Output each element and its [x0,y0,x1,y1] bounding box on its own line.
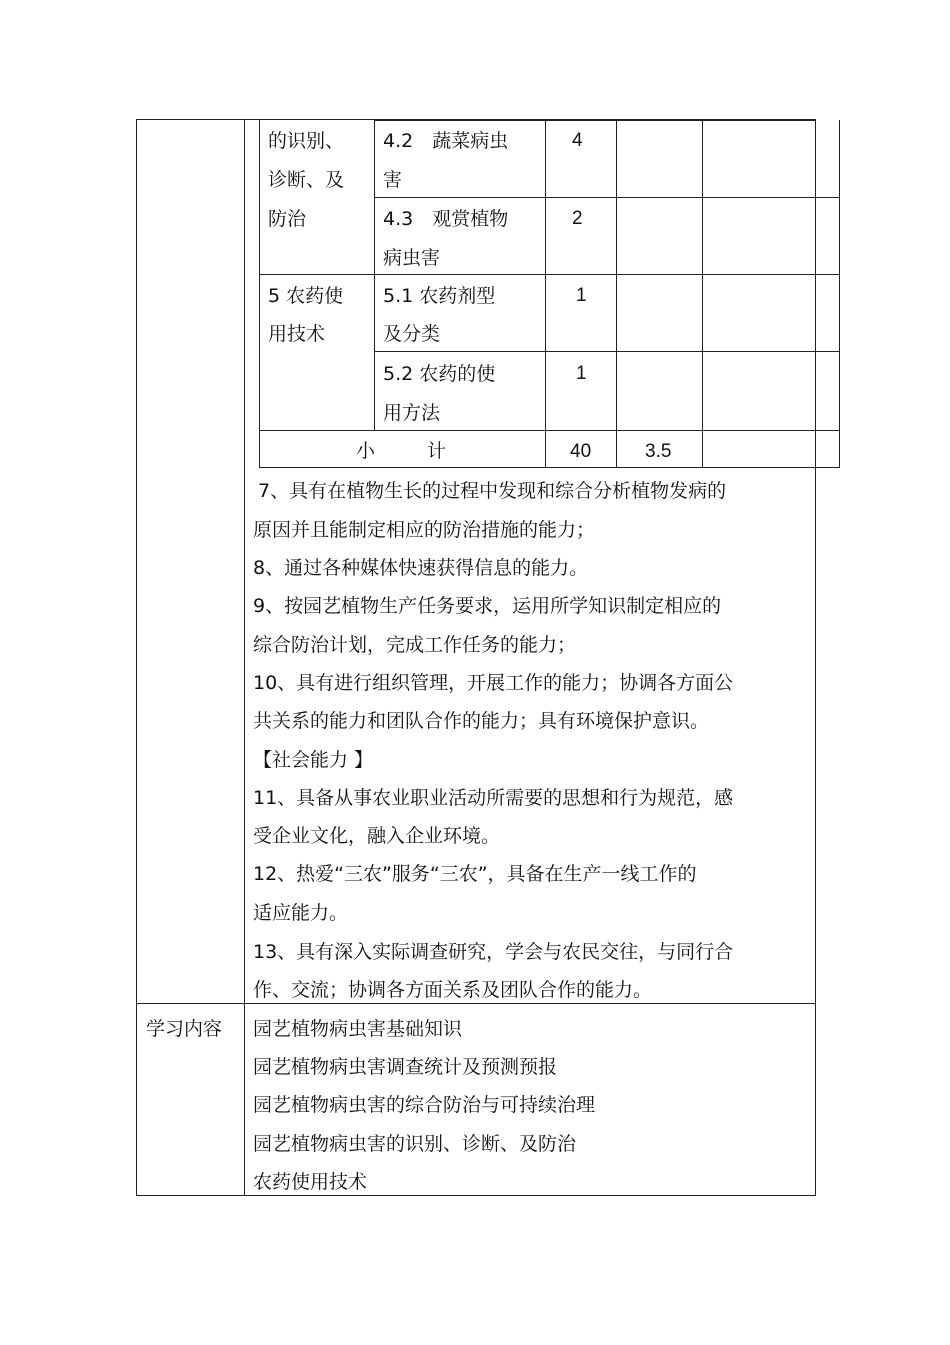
ability-line: 适应能力。 [253,902,349,924]
item-line: 用方法 [383,402,441,424]
outer-right-border [815,119,816,1196]
ability-line: 共关系的能力和团队合作的能力；具有环境保护意识。 [253,710,710,732]
learning-section-divider [136,1003,816,1004]
learning-item: 园艺植物病虫害调查统计及预测预报 [253,1056,558,1078]
hours-cell: 1 [576,363,587,384]
ability-line: 作、交流；协调各方面关系及团队合作的能力。 [253,979,653,1001]
topic-line: 防治 [268,208,307,230]
item-line: 5.2 农药的使 [383,363,496,385]
ability-line: 受企业文化，融入企业环境。 [253,825,501,847]
subtotal-label-a: 小 [356,440,376,462]
item-line: 病虫害 [383,247,441,269]
learning-item: 农药使用技术 [253,1171,368,1193]
ability-line: 11、具备从事农业职业活动所需要的思想和行为规范，感 [253,787,734,809]
ability-line: 9、按园艺植物生产任务要求，运用所学知识制定相应的 [253,595,722,617]
inner-row-1 [374,197,840,198]
ability-line: 综合防治计划，完成工作任务的能力； [253,634,577,656]
learning-item: 园艺植物病虫害基础知识 [253,1018,463,1040]
ability-line: 8、通过各种媒体快速获得信息的能力。 [253,557,589,579]
label-column-divider [244,119,245,1196]
outer-left-border [136,119,137,1196]
ability-line: 7、具有在植物生长的过程中发现和综合分析植物发病的 [258,480,727,502]
inner-col-item [545,120,546,468]
subtotal-hours: 40 [570,441,592,462]
topic-line: 用技术 [268,323,326,345]
inner-col-hours [616,120,617,468]
item-line: 及分类 [383,323,441,345]
inner-table-left [259,120,260,468]
item-line: 害 [383,169,403,191]
subtotal-credits: 3.5 [645,441,672,462]
inner-table-bottom [259,467,840,468]
hours-cell: 1 [576,285,587,306]
inner-col-extra [839,120,840,468]
inner-col-credits [702,120,703,468]
section-heading-social: 【社会能力 】 [253,749,374,771]
inner-row-2 [259,274,840,275]
inner-row-4 [259,430,840,431]
learning-item: 园艺植物病虫害的综合防治与可持续治理 [253,1094,596,1116]
topic-line: 的识别、 [268,130,345,152]
topic-line: 5 农药使 [268,285,344,307]
subtotal-label-b: 计 [427,440,447,462]
ability-line: 13、具有深入实际调查研究，学会与农民交往，与同行合 [253,941,734,963]
topic-line: 诊断、及 [268,169,345,191]
inner-row-3 [374,351,840,352]
ability-line: 原因并且能制定相应的防治措施的能力； [253,519,596,541]
ability-line: 12、热爱“三农”服务“三农”，具备在生产一线工作的 [253,863,697,885]
item-line: 4.2 蔬菜病虫 [383,130,509,152]
ability-line: 10、具有进行组织管理，开展工作的能力；协调各方面公 [253,672,734,694]
item-line: 4.3 观赏植物 [383,208,509,230]
learning-label: 学习内容 [146,1018,223,1040]
hours-cell: 2 [572,208,583,229]
learning-item: 园艺植物病虫害的识别、诊断、及防治 [253,1133,577,1155]
hours-cell: 4 [572,130,583,151]
outer-bottom-border [136,1195,816,1196]
inner-table-top [374,120,815,121]
inner-col-topic [374,120,375,430]
item-line: 5.1 农药剂型 [383,285,496,307]
